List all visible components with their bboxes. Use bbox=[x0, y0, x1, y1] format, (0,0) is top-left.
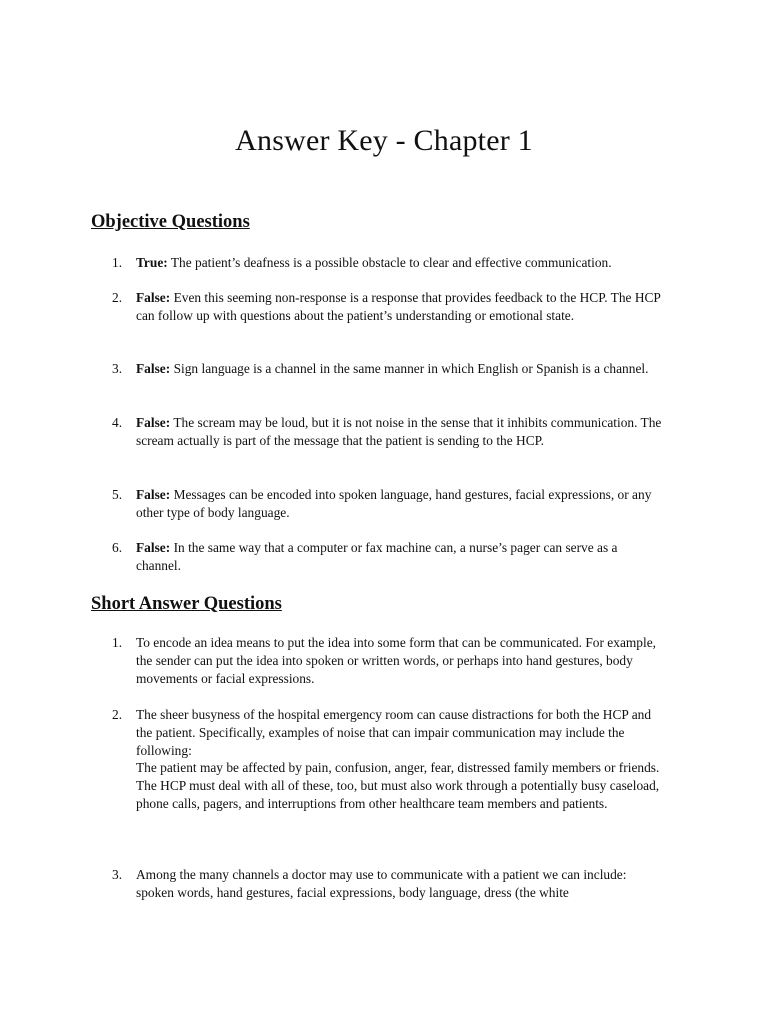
objective-item bbox=[0, 414, 662, 450]
answer-paragraph: The sheer busyness of the hospital emergency room can cause distractions for both the HCP and the patient. Specifically, examples of noise that can impair communication may include the following: bbox=[136, 707, 652, 758]
item-number: 4. bbox=[112, 415, 123, 430]
objective-item bbox=[0, 486, 662, 522]
item-number: 3. bbox=[112, 361, 123, 376]
answer-label: False: bbox=[136, 415, 171, 430]
item-number: 1. bbox=[112, 255, 123, 270]
item-number: 3. bbox=[112, 867, 123, 882]
short-answer-item bbox=[0, 866, 662, 902]
answer-label: True: bbox=[136, 255, 168, 270]
answer-paragraph: To encode an idea means to put the idea into some form that can be communicated. For example, the sender can put the idea into spoken or written words, or perhaps into hand gestures, body movements or facial expressions. bbox=[136, 635, 657, 686]
answer-text: Sign language is a channel in the same manner in which English or Spanish is a channel. bbox=[170, 361, 649, 376]
answer-label: False: bbox=[136, 487, 171, 502]
answer-text: The patient’s deafness is a possible obstacle to clear and effective communication. bbox=[167, 255, 612, 270]
short-answer-questions-heading: Short Answer Questions bbox=[91, 594, 282, 614]
answer-label: False: bbox=[136, 540, 171, 555]
item-number: 6. bbox=[112, 540, 123, 555]
objective-item bbox=[0, 254, 662, 272]
short-answer-item bbox=[0, 706, 662, 813]
item-number: 5. bbox=[112, 487, 123, 502]
answer-paragraph: The patient may be affected by pain, confusion, anger, fear, distressed family members or friends. bbox=[136, 760, 660, 776]
objective-item bbox=[0, 360, 662, 378]
objective-item bbox=[0, 539, 662, 575]
item-number: 1. bbox=[112, 635, 123, 650]
objective-questions-heading: Objective Questions bbox=[91, 212, 250, 232]
answer-label: False: bbox=[136, 361, 171, 376]
answer-text: Even this seeming non-response is a response that provides feedback to the HCP. The HCP can follow up with questions about the patient’s understanding or emotional state. bbox=[136, 290, 661, 323]
objective-item bbox=[0, 289, 662, 325]
short-answer-item bbox=[0, 634, 662, 687]
answer-text: The scream may be loud, but it is not noise in the sense that it inhibits communication. The scream actually is part of the message that the patient is sending to the HCP. bbox=[136, 415, 662, 448]
answer-paragraph: The HCP must deal with all of these, too, but must also work through a potentially busy caseload, phone calls, pagers, and interruptions from other healthcare team members and patients. bbox=[136, 778, 660, 811]
answer-label: False: bbox=[136, 290, 171, 305]
answer-text: Messages can be encoded into spoken language, hand gestures, facial expressions, or any other type of body language. bbox=[136, 487, 652, 520]
item-number: 2. bbox=[112, 707, 123, 722]
answer-text: In the same way that a computer or fax machine can, a nurse’s pager can serve as a channel. bbox=[136, 540, 618, 573]
item-number: 2. bbox=[112, 290, 123, 305]
page-title: Answer Key - Chapter 1 bbox=[235, 124, 533, 157]
answer-paragraph: Among the many channels a doctor may use to communicate with a patient we can include: spoken words, hand gestures, facial expressions, body language, dress (the white bbox=[136, 867, 627, 900]
